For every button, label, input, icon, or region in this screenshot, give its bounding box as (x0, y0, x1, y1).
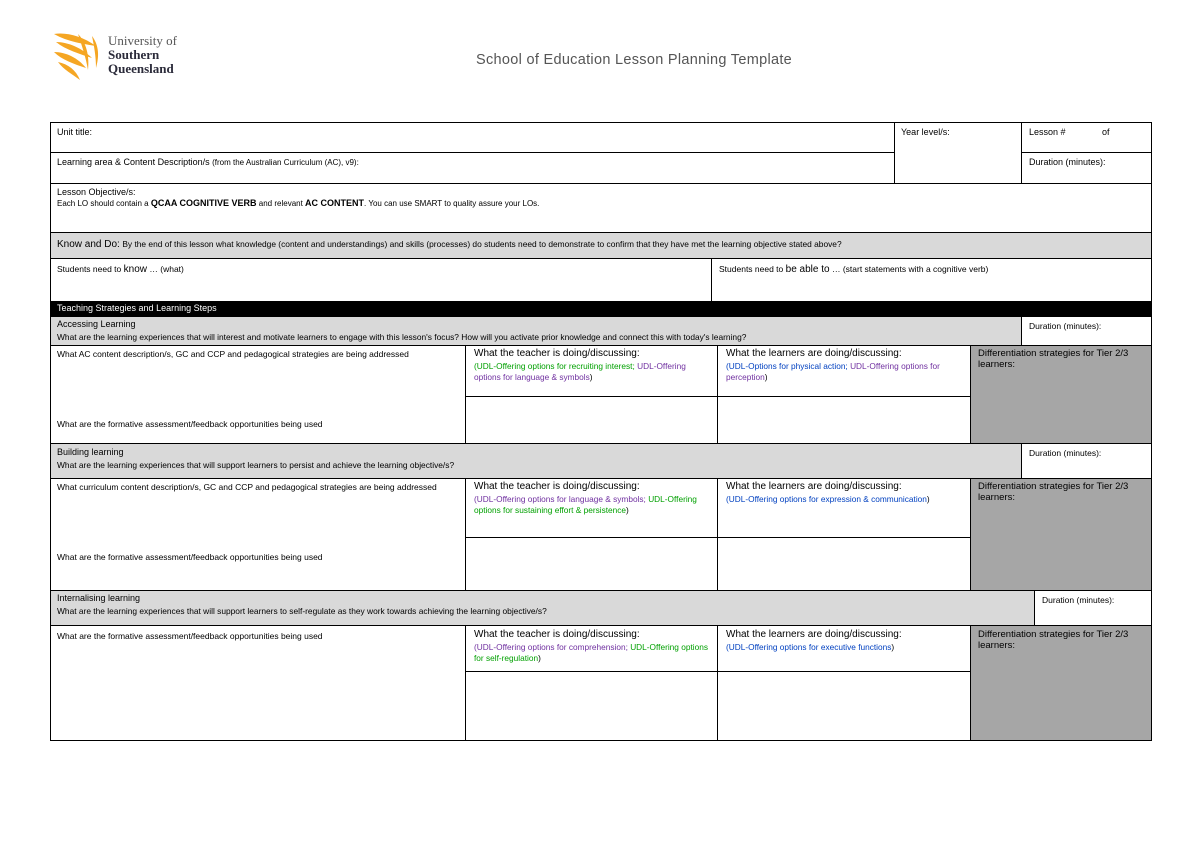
building-question: What are the learning experiences that will support learners to persist and achieve the learning objective/s? (57, 460, 455, 470)
lesson-number-label: Lesson # (1029, 127, 1066, 137)
internalising-teacher-heading: What the teacher is doing/discussing: (474, 629, 640, 640)
teaching-strategies-bar (50, 302, 1152, 316)
building-learner-heading: What the learners are doing/discussing: (726, 481, 902, 492)
internalising-duration-cell[interactable] (1034, 590, 1152, 626)
accessing-content-label: What AC content description/s, GC and CCP and pedagogical strategies are being addressed (57, 349, 409, 359)
university-name (108, 34, 177, 76)
students-know-label: Students need to know … (what) (57, 264, 184, 275)
accessing-teacher-udl: (UDL-Offering options for recruiting interest; UDL-Offering options for language & symbols) (474, 361, 686, 382)
building-teacher-udl: (UDL-Offering options for language & symbols; UDL-Offering options for sustaining effort & persistence) (474, 494, 697, 515)
accessing-content-cell[interactable] (50, 345, 466, 444)
unit-title-label: Unit title: (57, 127, 93, 137)
building-learner-udl: (UDL-Offering options for expression & communication) (726, 494, 930, 504)
building-teacher-response[interactable] (465, 537, 718, 591)
accessing-duration-label: Duration (minutes): (1029, 321, 1102, 331)
accessing-duration-cell[interactable] (1021, 316, 1152, 346)
internalising-learner-udl: (UDL-Offering options for executive functions) (726, 642, 895, 652)
building-learner-cell[interactable] (717, 478, 971, 538)
internalising-question: What are the learning experiences that will support learners to self-regulate as they work towards achieving the learning objective/s? (57, 606, 547, 616)
building-formative-label: What are the formative assessment/feedback opportunities being used (57, 552, 323, 562)
accessing-title: Accessing Learning (57, 319, 136, 329)
lesson-of-label: of (1102, 127, 1110, 137)
building-duration-label: Duration (minutes): (1029, 448, 1102, 458)
accessing-learner-cell[interactable] (717, 345, 971, 397)
students-able-label: Students need to be able to … (start statements with a cognitive verb) (719, 264, 989, 275)
document-title: School of Education Lesson Planning Template (476, 52, 793, 68)
internalising-teacher-cell[interactable] (465, 625, 718, 672)
lesson-objective-cell[interactable] (50, 183, 1152, 233)
internalising-title: Internalising learning (57, 593, 141, 603)
internalising-teacher-response[interactable] (465, 671, 718, 741)
building-content-label: What curriculum content description/s, GC and CCP and pedagogical strategies are being addressed (57, 482, 437, 492)
internalising-learner-response[interactable] (717, 671, 971, 741)
internalising-formative-label: What are the formative assessment/feedback opportunities being used (57, 631, 323, 641)
internalising-learner-heading: What the learners are doing/discussing: (726, 629, 902, 640)
building-differentiation-label: Differentiation strategies for Tier 2/3 learners: (978, 481, 1129, 503)
lesson-number-cell[interactable] (1021, 122, 1152, 153)
accessing-learner-heading: What the learners are doing/discussing: (726, 348, 902, 359)
accessing-teacher-cell[interactable] (465, 345, 718, 397)
internalising-duration-label: Duration (minutes): (1042, 595, 1115, 605)
accessing-question: What are the learning experiences that will interest and motivate learners to engage with this lesson's focus? How will you activate prior knowledge and connect this with today's learning? (57, 332, 747, 342)
logo-line-3: Queensland (108, 61, 174, 76)
year-level-cell[interactable] (894, 122, 1022, 184)
building-teacher-heading: What the teacher is doing/discussing: (474, 481, 640, 492)
year-level-label: Year level/s: (901, 127, 950, 137)
accessing-formative-label: What are the formative assessment/feedback opportunities being used (57, 419, 323, 429)
building-title: Building learning (57, 447, 124, 457)
internalising-learner-cell[interactable] (717, 625, 971, 672)
lesson-objective-label: Lesson Objective/s: (57, 187, 136, 197)
students-know-cell[interactable] (50, 258, 712, 302)
duration-label: Duration (minutes): (1029, 157, 1106, 167)
internalising-differentiation-cell[interactable] (970, 625, 1152, 741)
unit-title-cell[interactable] (50, 122, 895, 153)
teaching-strategies-label: Teaching Strategies and Learning Steps (57, 303, 217, 313)
know-and-do-row (50, 232, 1152, 259)
building-content-cell[interactable] (50, 478, 466, 591)
internalising-teacher-udl: (UDL-Offering options for comprehension; UDL-Offering options for self-regulation) (474, 642, 708, 663)
internalising-content-cell[interactable] (50, 625, 466, 741)
learning-area-label: Learning area & Content Description/s (from the Australian Curriculum (AC), v9): (57, 157, 359, 167)
internalising-header-row (50, 590, 1035, 626)
building-teacher-cell[interactable] (465, 478, 718, 538)
building-differentiation-cell[interactable] (970, 478, 1152, 591)
know-and-do-text: Know and Do: By the end of this lesson what knowledge (content and understandings) and skills (processes) do students need to demonstrate to confirm that they have met the learning objective stated above? (57, 239, 842, 250)
logo-line-2: Southern (108, 47, 160, 62)
table-bottom-border (50, 740, 1152, 741)
building-learner-response[interactable] (717, 537, 971, 591)
lesson-objective-hint: Each LO should contain a QCAA COGNITIVE VERB and relevant AC CONTENT. You can use SMART to quality assure your LOs. (57, 198, 540, 208)
accessing-learner-response[interactable] (717, 396, 971, 444)
accessing-teacher-response[interactable] (465, 396, 718, 444)
accessing-differentiation-cell[interactable] (970, 345, 1152, 444)
building-header-row (50, 443, 1022, 479)
accessing-teacher-heading: What the teacher is doing/discussing: (474, 348, 640, 359)
students-able-cell[interactable] (711, 258, 1152, 302)
accessing-header-row (50, 316, 1022, 346)
logo-line-1: University of (108, 33, 177, 48)
accessing-learner-udl: (UDL-Options for physical action; UDL-Offering options for perception) (726, 361, 940, 382)
building-duration-cell[interactable] (1021, 443, 1152, 479)
internalising-differentiation-label: Differentiation strategies for Tier 2/3 learners: (978, 629, 1129, 651)
accessing-differentiation-label: Differentiation strategies for Tier 2/3 learners: (978, 348, 1129, 370)
duration-cell[interactable] (1021, 152, 1152, 184)
learning-area-cell[interactable] (50, 152, 895, 184)
